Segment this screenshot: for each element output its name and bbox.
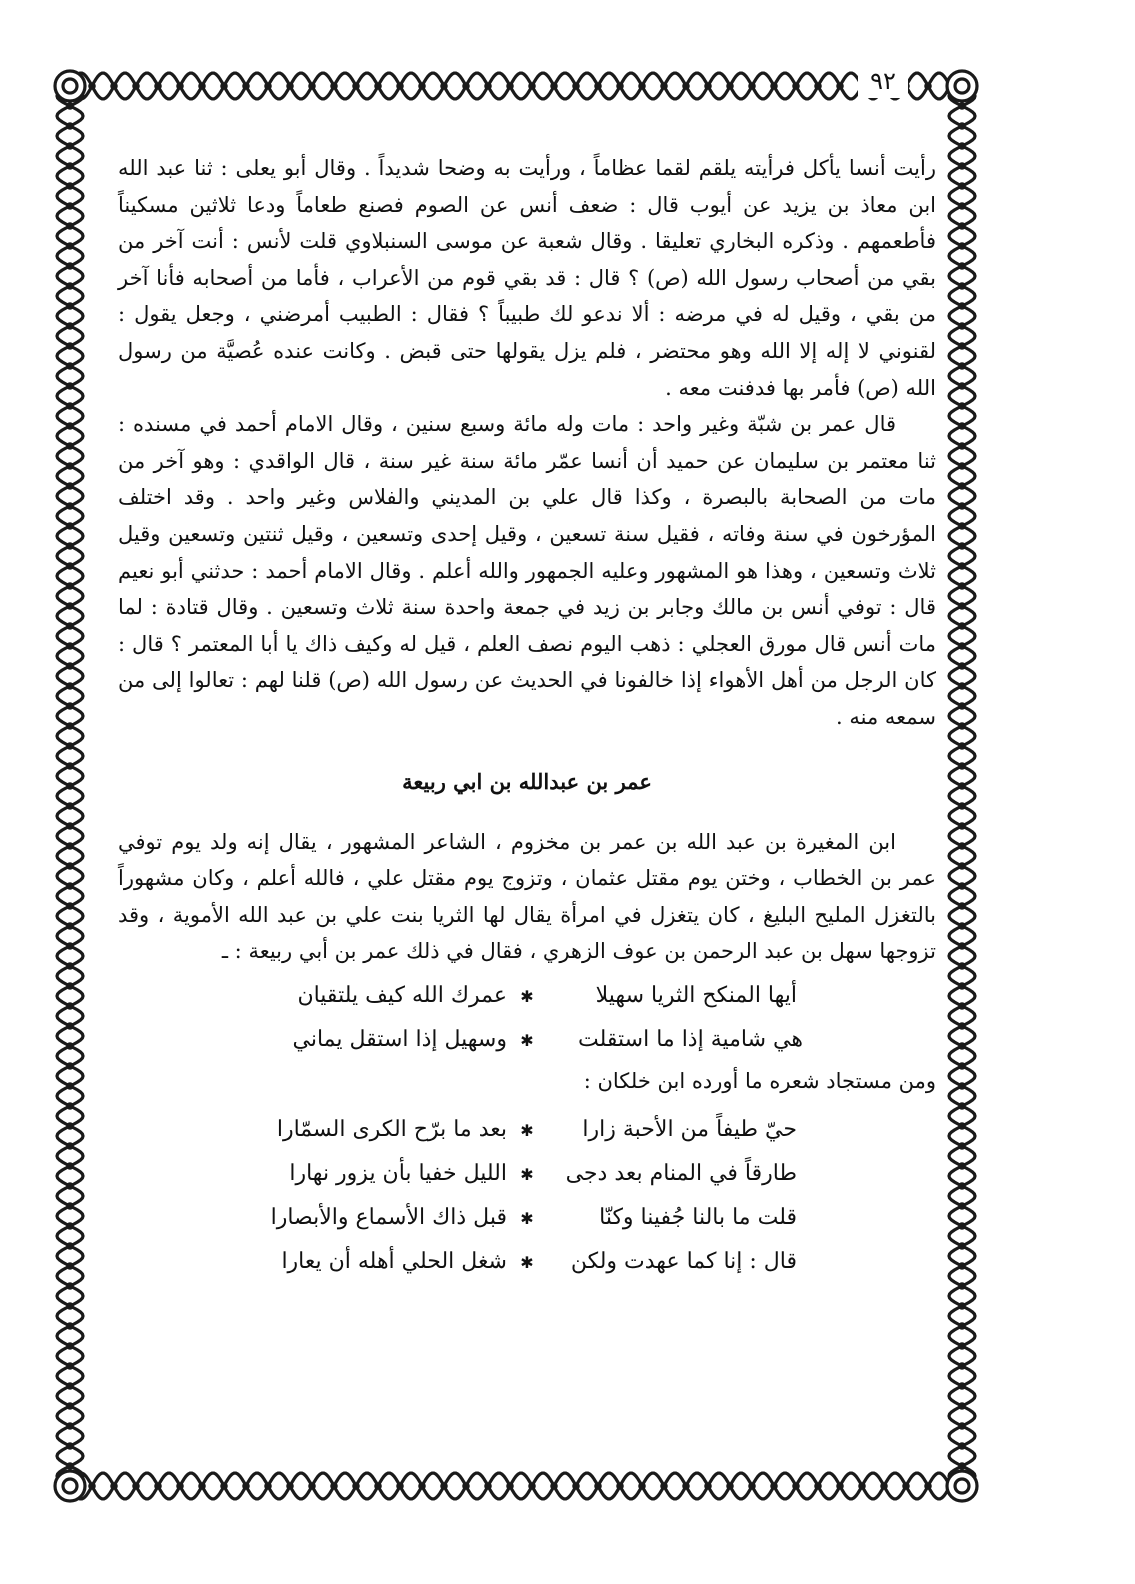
border-knot bbox=[68, 364, 72, 368]
border-knot bbox=[960, 1004, 964, 1008]
border-knot bbox=[68, 944, 72, 948]
border-knot bbox=[960, 204, 964, 208]
border-knot bbox=[68, 1424, 72, 1428]
border-knot bbox=[442, 84, 446, 88]
border-knot bbox=[68, 724, 72, 728]
border-knot bbox=[68, 564, 72, 568]
border-knot bbox=[960, 244, 964, 248]
verse-separator-icon: ✱ bbox=[520, 1030, 534, 1050]
border-knot bbox=[926, 84, 930, 88]
verse-separator-icon: ✱ bbox=[520, 1252, 534, 1272]
border-knot bbox=[68, 924, 72, 928]
border-knot bbox=[960, 1344, 964, 1348]
border-knot bbox=[266, 84, 270, 88]
border-knot bbox=[68, 204, 72, 208]
border-knot bbox=[68, 684, 72, 688]
border-knot bbox=[960, 1244, 964, 1248]
border-knot bbox=[68, 1164, 72, 1168]
border-knot bbox=[684, 84, 688, 88]
paragraph-anas-death-part2: قال عمر بن شبّة وغير واحد : مات وله مائة وسبع سنين ، وقال الامام أحمد في مسنده : ثنا معتمر بن سليمان عن حميد أن أنسا عمّر مائة سنة غير سنة ، قال الواقدي : وهو آخر من مات من الصحابة بالبصرة ، وكذا قال علي بن المديني والفلاس وغير واحد . وقد اختلف المؤرخون في سنة وفاته ، فقيل سنة تسعين ، وقيل إحدى وتسعين ، وقيل ثنتين وتسعين وقيل ثلاث وتسعين ، وهذا هو المشهور وعليه الجمهور والله أعلم . وقال الامام أحمد : حدثني أبو نعيم قال : توفي أنس بن مالك وجابر بن زيد في جمعة واحدة سنة ثلاث وتسعين . وقال قتادة : لما مات أنس قال مورق العجلي : ذهب اليوم نصف العلم ، قيل له وكيف ذاك يا أبا المعتمر ؟ قال : كان الرجل من أهل الأهواء إذا خالفونا في الحديث عن رسول الله (ص) قلنا لهم : تعالوا إلى من سمعه منه . bbox=[118, 412, 936, 729]
border-knot bbox=[68, 1264, 72, 1268]
border-knot bbox=[68, 884, 72, 888]
verse-first-hemistich: قال : إنا كما عهدت ولكن bbox=[570, 1248, 797, 1274]
verse-first-hemistich: حيّ طيفاً من الأحبة زارا bbox=[582, 1116, 797, 1142]
border-knot bbox=[960, 424, 964, 428]
border-knot bbox=[398, 84, 402, 88]
border-knot bbox=[640, 84, 644, 88]
border-knot bbox=[68, 864, 72, 868]
border-knot bbox=[960, 1104, 964, 1108]
border-knot bbox=[552, 84, 556, 88]
section-heading: عمر بن عبدالله بن ابي ربيعة bbox=[402, 768, 652, 794]
border-knot bbox=[68, 144, 72, 148]
border-knot bbox=[960, 304, 964, 308]
border-knot bbox=[68, 1444, 72, 1448]
border-knot bbox=[960, 964, 964, 968]
border-knot bbox=[960, 724, 964, 728]
border-knot bbox=[354, 84, 358, 88]
corner-rosette bbox=[55, 1471, 85, 1501]
verse-second-hemistich: بعد ما برّح الكرى السمّارا bbox=[276, 1116, 507, 1142]
border-knot bbox=[68, 224, 72, 228]
border-knot bbox=[960, 884, 964, 888]
border-knot bbox=[68, 1344, 72, 1348]
border-knot bbox=[960, 144, 964, 148]
border-knot bbox=[960, 184, 964, 188]
border-knot bbox=[178, 84, 182, 88]
border-knot bbox=[960, 644, 964, 648]
border-knot bbox=[68, 624, 72, 628]
page-number: ٩٢ bbox=[858, 64, 908, 98]
verse bbox=[118, 1018, 936, 1062]
border-knot bbox=[960, 704, 964, 708]
poem-introduction: ومن مستجاد شعره ما أورده ابن خلكان : bbox=[583, 1068, 936, 1093]
border-knot bbox=[68, 424, 72, 428]
border-knot bbox=[960, 364, 964, 368]
border-knot bbox=[960, 444, 964, 448]
border-knot bbox=[960, 564, 964, 568]
corner-rosette bbox=[947, 71, 977, 101]
border-knot bbox=[960, 1284, 964, 1288]
border-knot bbox=[838, 84, 842, 88]
border-knot bbox=[960, 984, 964, 988]
border-knot bbox=[960, 764, 964, 768]
border-knot bbox=[244, 84, 248, 88]
border-knot bbox=[960, 784, 964, 788]
border-knot bbox=[960, 524, 964, 528]
border-knot bbox=[68, 1024, 72, 1028]
border-knot bbox=[68, 804, 72, 808]
border-knot bbox=[960, 1264, 964, 1268]
border-knot bbox=[68, 1404, 72, 1408]
border-knot bbox=[508, 84, 512, 88]
border-knot bbox=[134, 84, 138, 88]
border-knot bbox=[960, 1464, 964, 1468]
border-knot bbox=[310, 84, 314, 88]
border-knot bbox=[960, 1024, 964, 1028]
border-knot bbox=[68, 124, 72, 128]
border-knot bbox=[960, 804, 964, 808]
border-knot bbox=[960, 1384, 964, 1388]
border-knot bbox=[68, 764, 72, 768]
border-knot bbox=[68, 1244, 72, 1248]
border-knot bbox=[90, 1484, 94, 1488]
border-knot bbox=[960, 1064, 964, 1068]
border-knot bbox=[68, 644, 72, 648]
border-knot bbox=[420, 84, 424, 88]
border-knot bbox=[530, 84, 534, 88]
border-knot bbox=[68, 844, 72, 848]
border-knot bbox=[960, 844, 964, 848]
verse-second-hemistich: وسهيل إذا استقل يماني bbox=[292, 1026, 507, 1052]
border-knot bbox=[68, 384, 72, 388]
border-knot bbox=[960, 404, 964, 408]
border-knot bbox=[68, 1364, 72, 1368]
border-knot bbox=[960, 904, 964, 908]
border-knot bbox=[960, 124, 964, 128]
border-knot bbox=[68, 1004, 72, 1008]
border-knot bbox=[960, 1184, 964, 1188]
border-knot bbox=[68, 484, 72, 488]
border-knot bbox=[68, 244, 72, 248]
border-knot bbox=[960, 504, 964, 508]
border-knot bbox=[68, 444, 72, 448]
border-knot bbox=[68, 1124, 72, 1128]
border-knot bbox=[68, 304, 72, 308]
border-knot bbox=[960, 1304, 964, 1308]
border-knot bbox=[960, 484, 964, 488]
poem-thurayya bbox=[118, 974, 936, 1062]
verse-separator-icon: ✱ bbox=[520, 1164, 534, 1184]
border-knot bbox=[68, 504, 72, 508]
verse-second-hemistich: عمرك الله كيف يلتقيان bbox=[297, 982, 507, 1008]
border-knot bbox=[960, 604, 964, 608]
border-knot bbox=[960, 324, 964, 328]
border-knot bbox=[960, 824, 964, 828]
border-knot bbox=[200, 84, 204, 88]
border-knot bbox=[90, 84, 94, 88]
border-knot bbox=[960, 1124, 964, 1128]
border-knot bbox=[68, 984, 72, 988]
border-knot bbox=[68, 284, 72, 288]
border-knot bbox=[960, 864, 964, 868]
border-knot bbox=[960, 664, 964, 668]
border-knot bbox=[68, 824, 72, 828]
border-knot bbox=[960, 164, 964, 168]
border-knot bbox=[464, 84, 468, 88]
border-knot bbox=[960, 1084, 964, 1088]
page-body bbox=[118, 150, 936, 1490]
border-knot bbox=[332, 84, 336, 88]
border-knot bbox=[68, 1064, 72, 1068]
border-knot bbox=[68, 744, 72, 748]
verse-first-hemistich: هي شامية إذا ما استقلت bbox=[578, 1026, 803, 1052]
border-knot bbox=[68, 1084, 72, 1088]
border-knot bbox=[68, 1464, 72, 1468]
border-knot bbox=[662, 84, 666, 88]
border-knot bbox=[618, 84, 622, 88]
verse-separator-icon: ✱ bbox=[520, 986, 534, 1006]
border-knot bbox=[68, 524, 72, 528]
border-knot bbox=[68, 404, 72, 408]
border-knot bbox=[960, 104, 964, 108]
border-knot bbox=[960, 1324, 964, 1328]
border-knot bbox=[960, 684, 964, 688]
border-knot bbox=[68, 1204, 72, 1208]
verse-second-hemistich: شغل الحلي أهله أن يعارا bbox=[281, 1248, 507, 1274]
border-knot bbox=[960, 224, 964, 228]
border-knot bbox=[960, 384, 964, 388]
border-knot bbox=[68, 1304, 72, 1308]
border-knot bbox=[68, 264, 72, 268]
border-knot bbox=[68, 164, 72, 168]
border-knot bbox=[960, 1444, 964, 1448]
poem-ibn-khallikan bbox=[118, 1108, 936, 1284]
verse bbox=[118, 1108, 936, 1152]
border-knot bbox=[68, 1384, 72, 1388]
verse-second-hemistich: الليل خفيا بأن يزور نهارا bbox=[289, 1160, 507, 1186]
border-knot bbox=[816, 84, 820, 88]
border-knot bbox=[750, 84, 754, 88]
border-knot bbox=[68, 1144, 72, 1148]
verse-first-hemistich: أيها المنكح الثريا سهيلا bbox=[595, 982, 797, 1008]
verse bbox=[118, 974, 936, 1018]
border-knot bbox=[596, 84, 600, 88]
border-knot bbox=[68, 104, 72, 108]
border-knot bbox=[376, 84, 380, 88]
border-knot bbox=[112, 84, 116, 88]
border-knot bbox=[68, 1184, 72, 1188]
border-knot bbox=[68, 904, 72, 908]
border-knot bbox=[960, 1144, 964, 1148]
border-knot bbox=[960, 464, 964, 468]
border-knot bbox=[960, 1424, 964, 1428]
verse-separator-icon: ✱ bbox=[520, 1120, 534, 1140]
border-knot bbox=[960, 1164, 964, 1168]
border-knot bbox=[68, 1104, 72, 1108]
border-knot bbox=[574, 84, 578, 88]
verse-first-hemistich: قلت ما بالنا جُفينا وكنّا bbox=[599, 1204, 797, 1230]
border-knot bbox=[960, 924, 964, 928]
border-knot bbox=[960, 1044, 964, 1048]
border-knot bbox=[960, 944, 964, 948]
border-knot bbox=[68, 464, 72, 468]
border-knot bbox=[960, 284, 964, 288]
corner-rosette bbox=[947, 1471, 977, 1501]
border-knot bbox=[960, 1364, 964, 1368]
border-knot bbox=[68, 784, 72, 788]
border-knot bbox=[960, 544, 964, 548]
corner-rosette bbox=[55, 71, 85, 101]
paragraph-umar-biography: ابن المغيرة بن عبد الله بن عمر بن مخزوم ، الشاعر المشهور ، يقال إنه ولد يوم توفي عمر بن الخطاب ، وختن يوم مقتل عثمان ، وتزوج يوم مقتل علي ، فالله أعلم ، وكان مشهوراً بالتغزل المليح البليغ ، كان يتغزل في امرأة يقال لها الثريا بنت علي بن عبد الله الأموية ، وقد تزوجها سهل بن عبد الرحمن بن عوف الزهري ، فقال في ذلك عمر بن أبي ربيعة : ـ bbox=[118, 829, 936, 964]
border-knot bbox=[960, 744, 964, 748]
border-knot bbox=[68, 1044, 72, 1048]
border-knot bbox=[68, 664, 72, 668]
border-knot bbox=[960, 344, 964, 348]
border-knot bbox=[68, 324, 72, 328]
border-knot bbox=[772, 84, 776, 88]
border-knot bbox=[68, 184, 72, 188]
border-knot bbox=[288, 84, 292, 88]
border-knot bbox=[68, 1324, 72, 1328]
border-knot bbox=[960, 624, 964, 628]
verse-separator-icon: ✱ bbox=[520, 1208, 534, 1228]
paragraph-anas-death-part1: رأيت أنسا يأكل فرأيته يلقم لقما عظاماً ، ورأيت به وضحا شديداً . وقال أبو يعلى : ثنا عبد الله ابن معاذ بن يزيد عن أيوب قال : ضعف أنس عن الصوم فصنع طعاماً ودعا ثلاثين مسكيناً فأطعمهم . وذكره البخاري تعليقا . وقال شعبة عن موسى السنبلاوي قلت لأنس : أنت آخر من بقي من أصحاب رسول الله (ص) ؟ قال : قد بقي قوم من الأعراب ، فأما من أصحابه فأنا آخر من بقي ، وقيل له في مرضه : ألا ندعو لك طبيباً ؟ فقال : الطبيب أمرضني ، وجعل يقول : لقنوني لا إله إلا الله وهو محتضر ، فلم يزل يقولها حتى قبض . وكانت عنده عُصيَّة من رسول الله (ص) فأمر بها فدفنت معه . bbox=[118, 156, 936, 400]
verse bbox=[118, 1240, 936, 1284]
verse-second-hemistich: قبل ذاك الأسماع والأبصارا bbox=[270, 1204, 507, 1230]
verse bbox=[118, 1196, 936, 1240]
border-knot bbox=[112, 1484, 116, 1488]
border-knot bbox=[156, 84, 160, 88]
border-knot bbox=[68, 584, 72, 588]
border-knot bbox=[68, 1284, 72, 1288]
border-knot bbox=[706, 84, 710, 88]
border-knot bbox=[794, 84, 798, 88]
border-knot bbox=[222, 84, 226, 88]
border-knot bbox=[960, 264, 964, 268]
border-knot bbox=[68, 964, 72, 968]
verse-first-hemistich: طارقاً في المنام بعد دجى bbox=[565, 1160, 797, 1186]
border-knot bbox=[68, 604, 72, 608]
border-knot bbox=[486, 84, 490, 88]
border-knot bbox=[728, 84, 732, 88]
border-knot bbox=[960, 1404, 964, 1408]
verse bbox=[118, 1152, 936, 1196]
border-knot bbox=[68, 544, 72, 548]
border-knot bbox=[68, 704, 72, 708]
border-knot bbox=[68, 344, 72, 348]
border-knot bbox=[960, 584, 964, 588]
border-knot bbox=[68, 1224, 72, 1228]
border-knot bbox=[960, 1204, 964, 1208]
border-knot bbox=[960, 1224, 964, 1228]
